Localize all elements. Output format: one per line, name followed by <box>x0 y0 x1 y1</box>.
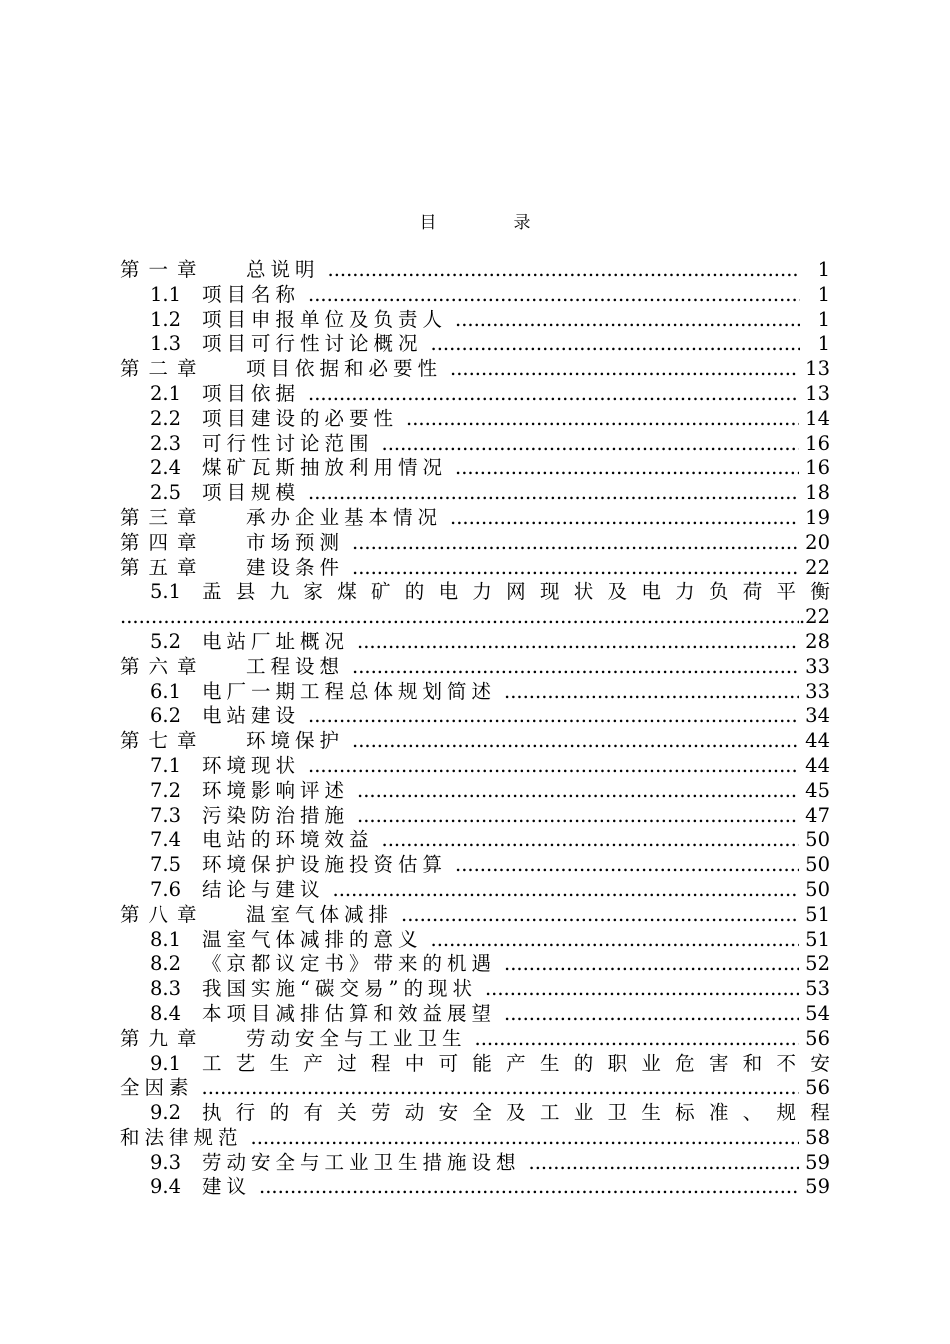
toc-entry-text <box>150 977 477 1002</box>
toc-entry-text <box>150 630 349 655</box>
leader-dots <box>308 481 799 506</box>
toc-entry-text <box>150 1002 496 1027</box>
section-number: 5.2 <box>150 629 182 653</box>
toc-section-entry <box>120 853 830 878</box>
toc-entry-text <box>150 456 447 481</box>
toc-entry-text <box>150 332 423 357</box>
toc-chapter-entry <box>120 258 830 283</box>
toc-entry-number: 9.1 <box>150 1051 182 1075</box>
toc-page-number: 50 <box>805 828 830 852</box>
leader-dots <box>308 382 799 407</box>
toc-page-number: 54 <box>805 1001 830 1025</box>
toc-entry-label: 工 艺 生 产 过 程 中 可 能 产 生 的 职 业 危 害 和 不 安 <box>202 1051 830 1075</box>
toc-entry-label: 温室气体减排的意义 <box>202 927 423 951</box>
leader-dots <box>382 828 800 853</box>
toc-entry-text <box>150 407 398 432</box>
chapter-number: 第八章 <box>120 902 206 926</box>
toc-page-number: 1 <box>817 282 830 306</box>
toc-page-number: 20 <box>805 530 830 554</box>
leader-dots <box>401 903 799 928</box>
toc-section-entry <box>120 630 830 655</box>
leader-dots <box>450 357 799 382</box>
leader-dots <box>120 605 799 630</box>
section-number: 6.1 <box>150 679 182 703</box>
toc-entry-label-continued: 全因素 <box>120 1076 194 1100</box>
toc-entry-label: 电站厂址概况 <box>202 629 350 653</box>
toc-entry-text <box>150 432 374 457</box>
toc-entry-text <box>120 903 393 928</box>
toc-section-entry <box>120 456 830 481</box>
toc-entry-label: 结论与建议 <box>202 877 325 901</box>
toc-section-entry <box>120 308 830 333</box>
toc-chapter-entry <box>120 531 830 556</box>
section-number: 8.3 <box>150 977 182 1001</box>
toc-title: 目 录 <box>419 213 561 233</box>
toc-entry-label: 项目名称 <box>202 282 301 306</box>
toc-entry-label: 工程设想 <box>246 654 345 678</box>
chapter-number: 第六章 <box>120 654 206 678</box>
toc-page-number: 52 <box>805 952 830 976</box>
section-number: 8.1 <box>150 927 182 951</box>
chapter-number: 第三章 <box>120 505 206 529</box>
section-number: 8.2 <box>150 952 182 976</box>
toc-entry-label: 项目规模 <box>202 481 301 505</box>
toc-chapter-entry <box>120 506 830 531</box>
toc-page-number: 56 <box>805 1026 830 1050</box>
toc-page-number: 44 <box>805 753 830 777</box>
toc-entry-text <box>150 680 496 705</box>
chapter-number: 第五章 <box>120 555 206 579</box>
leader-dots <box>357 779 799 804</box>
toc-page-number: 59 <box>805 1175 830 1199</box>
toc-entry-text <box>150 382 300 407</box>
leader-dots <box>455 853 799 878</box>
toc-entry-label: 执 行 的 有 关 劳 动 安 全 及 工 业 卫 生 标 准 、 规 程 <box>202 1101 830 1125</box>
toc-entry-text <box>150 779 349 804</box>
leader-dots <box>450 506 799 531</box>
toc-entry-label: 温室气体减排 <box>246 902 394 926</box>
section-number: 2.2 <box>150 406 182 430</box>
toc-entry-label: 劳动安全与工业卫生 <box>246 1026 467 1050</box>
toc-chapter-entry <box>120 556 830 581</box>
toc-entry-multiline <box>120 580 830 630</box>
leader-dots <box>251 1126 800 1151</box>
toc-entry-label: 煤矿瓦斯抽放利用情况 <box>202 456 448 480</box>
toc-page-number: 16 <box>805 456 830 480</box>
section-number: 7.6 <box>150 877 182 901</box>
leader-dots <box>352 531 799 556</box>
leader-dots <box>504 1002 799 1027</box>
toc-page-number: 18 <box>805 481 830 505</box>
section-number: 2.1 <box>150 381 182 405</box>
toc-page-number: 28 <box>805 629 830 653</box>
toc-entry-label: 环境影响评述 <box>202 778 350 802</box>
toc-entry-text <box>150 754 300 779</box>
toc-section-entry <box>120 407 830 432</box>
toc-entry-text <box>150 928 423 953</box>
section-number: 2.5 <box>150 481 182 505</box>
section-number: 1.1 <box>150 282 182 306</box>
toc-entry-label: 劳动安全与工业卫生措施设想 <box>202 1150 521 1174</box>
toc-chapter-entry <box>120 655 830 680</box>
leader-dots <box>328 258 800 283</box>
toc-chapter-entry <box>120 903 830 928</box>
section-number: 1.2 <box>150 307 182 331</box>
toc-entry-text <box>120 531 344 556</box>
toc-section-entry <box>120 382 830 407</box>
toc-page-number: 1 <box>817 332 830 356</box>
toc-entry-text <box>150 481 300 506</box>
toc-section-entry <box>120 952 830 977</box>
toc-entry-label: 电厂一期工程总体规划简述 <box>202 679 497 703</box>
leader-dots <box>259 1175 799 1200</box>
leader-dots <box>352 556 799 581</box>
section-number: 7.2 <box>150 778 182 802</box>
toc-entry-label-continued: 和法律规范 <box>120 1125 243 1149</box>
toc-entry-line1 <box>120 580 830 605</box>
toc-entry-line2 <box>120 1126 830 1151</box>
toc-entry-line2 <box>120 605 830 630</box>
toc-section-entry <box>120 754 830 779</box>
toc-page-number: 45 <box>805 778 830 802</box>
toc-section-entry <box>120 1002 830 1027</box>
toc-entry-number: 5.1 <box>150 580 182 604</box>
leader-dots <box>382 432 800 457</box>
leader-dots <box>529 1151 800 1176</box>
toc-section-entry <box>120 828 830 853</box>
toc-page-number: 33 <box>805 654 830 678</box>
toc-page-number: 56 <box>805 1076 830 1100</box>
section-number: 2.3 <box>150 431 182 455</box>
toc-page-number: 14 <box>805 406 830 430</box>
toc-page-number: .22 <box>798 605 830 629</box>
toc-page-number: 44 <box>805 729 830 753</box>
toc-page-number: 59 <box>805 1150 830 1174</box>
chapter-number: 第七章 <box>120 729 206 753</box>
chapter-number: 第二章 <box>120 357 206 381</box>
section-number: 7.5 <box>150 853 182 877</box>
toc-entry-text <box>150 1151 521 1176</box>
toc-page-number: 1 <box>817 258 830 281</box>
section-number: 2.4 <box>150 456 182 480</box>
toc-page-number: 51 <box>805 902 830 926</box>
toc-section-entry <box>120 680 830 705</box>
leader-dots <box>308 704 799 729</box>
toc-section-entry <box>120 481 830 506</box>
table-of-contents <box>120 258 830 1200</box>
leader-dots <box>308 754 799 779</box>
toc-entry-label: 电站建设 <box>202 704 301 728</box>
toc-section-entry <box>120 779 830 804</box>
toc-page-number: 58 <box>805 1125 830 1149</box>
toc-page-number: 33 <box>805 679 830 703</box>
toc-section-entry <box>120 432 830 457</box>
toc-section-entry <box>120 878 830 903</box>
toc-chapter-entry <box>120 1027 830 1052</box>
toc-section-entry <box>120 1151 830 1176</box>
toc-entry-text <box>120 729 344 754</box>
toc-entry-text <box>120 655 344 680</box>
toc-entry-label: 承办企业基本情况 <box>246 505 443 529</box>
toc-page-number: 51 <box>805 927 830 951</box>
toc-entry-text <box>150 308 447 333</box>
toc-page-number: 53 <box>805 977 830 1001</box>
toc-entry-label: 盂 县 九 家 煤 矿 的 电 力 网 现 状 及 电 力 负 荷 平 衡 <box>202 580 830 604</box>
section-number: 9.4 <box>150 1175 182 1199</box>
leader-dots <box>504 680 799 705</box>
toc-entry-text <box>120 1027 467 1052</box>
toc-chapter-entry <box>120 357 830 382</box>
toc-entry-label: 电站的环境效益 <box>202 828 374 852</box>
toc-page-number: 1 <box>817 307 830 331</box>
toc-section-entry <box>120 804 830 829</box>
toc-entry-label: 项目建设的必要性 <box>202 406 399 430</box>
toc-entry-label: 污染防治措施 <box>202 803 350 827</box>
leader-dots <box>352 729 799 754</box>
leader-dots <box>475 1027 800 1052</box>
section-number: 8.4 <box>150 1001 182 1025</box>
toc-entry-label: 项目依据和必要性 <box>246 357 443 381</box>
section-number: 6.2 <box>150 704 182 728</box>
toc-entry-text <box>150 804 349 829</box>
leader-dots <box>431 928 800 953</box>
leader-dots <box>333 878 800 903</box>
leader-dots <box>352 655 799 680</box>
toc-page-number: 22 <box>805 555 830 579</box>
toc-entry-label: 本项目减排估算和效益展望 <box>202 1001 497 1025</box>
toc-entry-label: 环境现状 <box>202 753 301 777</box>
toc-page-number: 16 <box>805 431 830 455</box>
leader-dots <box>357 630 799 655</box>
toc-entry-label: 总说明 <box>246 258 320 281</box>
toc-entry-label: 环境保护设施投资估算 <box>202 853 448 877</box>
section-number: 7.1 <box>150 753 182 777</box>
toc-entry-text <box>120 506 442 531</box>
toc-section-entry <box>120 928 830 953</box>
toc-entry-multiline <box>120 1052 830 1102</box>
toc-entry-label: 环境保护 <box>246 729 345 753</box>
leader-dots <box>504 952 799 977</box>
toc-entry-label: 项目可行性讨论概况 <box>202 332 423 356</box>
chapter-number: 第一章 <box>120 258 206 281</box>
toc-page-number: 50 <box>805 877 830 901</box>
chapter-number: 第九章 <box>120 1026 206 1050</box>
toc-section-entry <box>120 332 830 357</box>
toc-entry-line1 <box>120 1101 830 1126</box>
section-number: 7.3 <box>150 803 182 827</box>
toc-entry-label: 《京都议定书》带来的机遇 <box>202 952 497 976</box>
toc-entry-label: 建议 <box>202 1175 252 1199</box>
toc-section-entry <box>120 283 830 308</box>
toc-section-entry <box>120 704 830 729</box>
toc-entry-label: 项目依据 <box>202 381 301 405</box>
toc-entry-label: 建设条件 <box>246 555 345 579</box>
toc-entry-text <box>150 1175 251 1200</box>
leader-dots <box>485 977 799 1002</box>
section-number: 1.3 <box>150 332 182 356</box>
toc-page-number: 13 <box>805 381 830 405</box>
toc-entry-text <box>120 556 344 581</box>
leader-dots <box>308 283 800 308</box>
leader-dots <box>455 456 799 481</box>
leader-dots <box>202 1076 800 1101</box>
toc-entry-label: 市场预测 <box>246 530 345 554</box>
toc-page-number: 34 <box>805 704 830 728</box>
leader-dots <box>357 804 799 829</box>
leader-dots <box>455 308 800 333</box>
toc-page-number: 50 <box>805 853 830 877</box>
toc-entry-number: 9.2 <box>150 1101 182 1125</box>
toc-entry-text <box>150 828 374 853</box>
toc-entry-line2 <box>120 1076 830 1101</box>
toc-entry-label: 项目申报单位及负责人 <box>202 307 448 331</box>
toc-chapter-entry <box>120 729 830 754</box>
toc-entry-text <box>150 283 300 308</box>
toc-entry-text <box>120 258 320 283</box>
leader-dots <box>406 407 799 432</box>
toc-entry-label: 我国实施“碳交易”的现状 <box>202 977 477 1001</box>
toc-page-number: 47 <box>805 803 830 827</box>
section-number: 9.3 <box>150 1150 182 1174</box>
toc-page-number: 13 <box>805 357 830 381</box>
toc-entry-text <box>150 704 300 729</box>
toc-entry-multiline <box>120 1101 830 1151</box>
toc-entry-text <box>150 952 496 977</box>
toc-page-number: 19 <box>805 505 830 529</box>
chapter-number: 第四章 <box>120 530 206 554</box>
toc-entry-line1 <box>120 1052 830 1077</box>
toc-section-entry <box>120 1175 830 1200</box>
toc-entry-label: 可行性讨论范围 <box>202 431 374 455</box>
toc-entry-text <box>150 853 447 878</box>
toc-entry-text <box>150 878 325 903</box>
toc-entry-text <box>120 357 442 382</box>
section-number: 7.4 <box>150 828 182 852</box>
toc-section-entry <box>120 977 830 1002</box>
leader-dots <box>431 332 800 357</box>
